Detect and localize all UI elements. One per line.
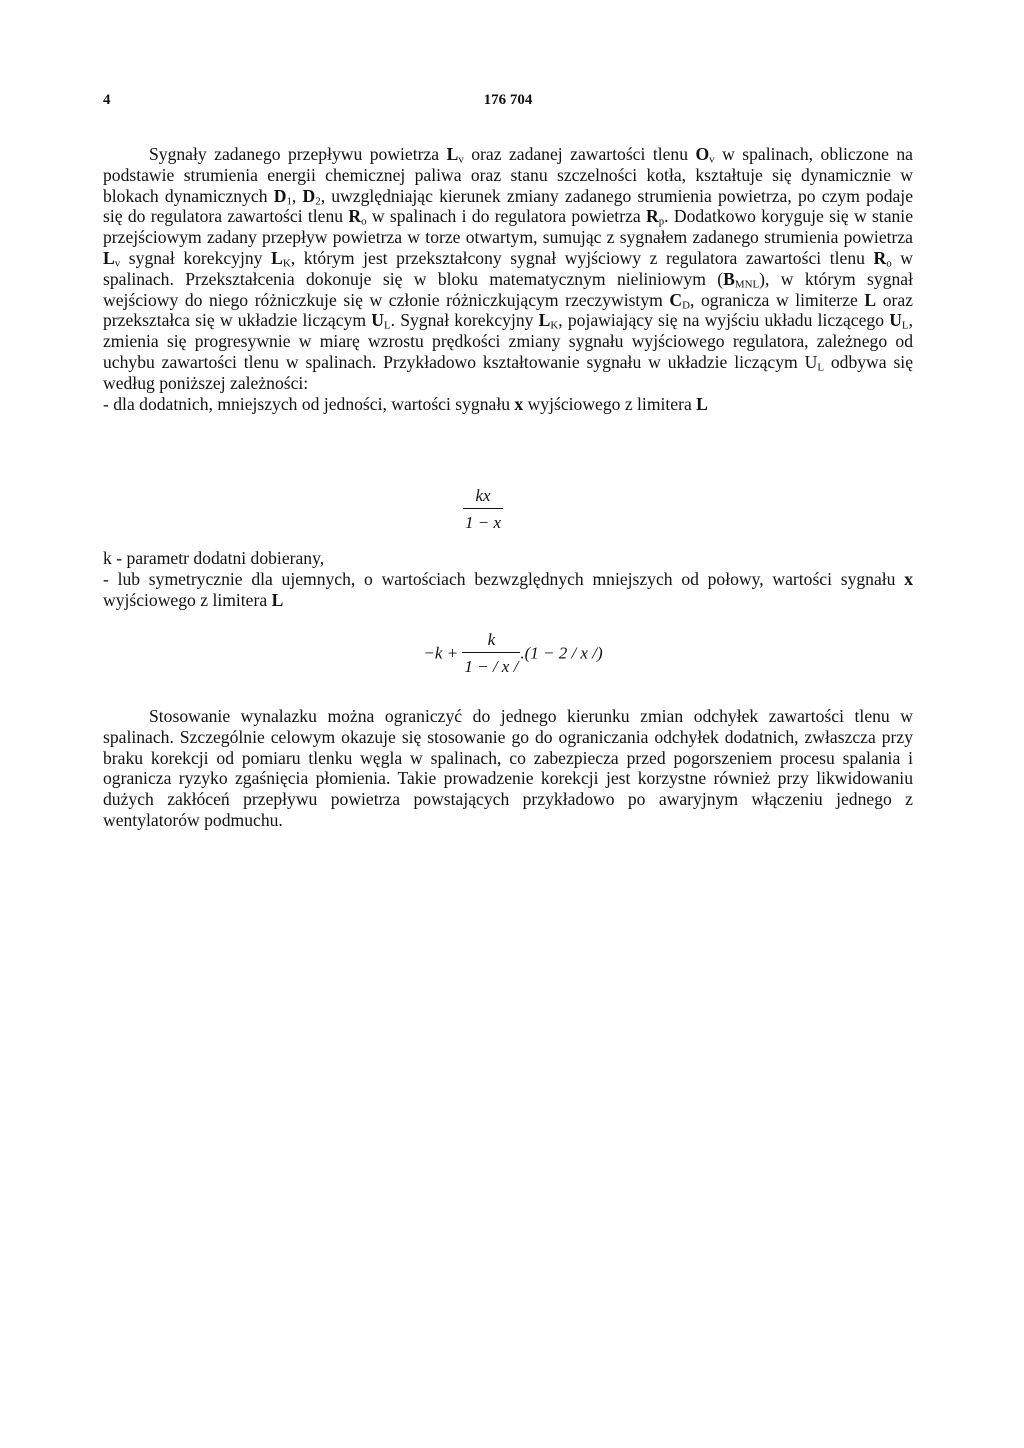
symbol-subscript: K — [282, 257, 291, 270]
paragraph-description — [103, 144, 913, 394]
symbol-subscript: D — [682, 299, 690, 312]
parameter-note: k - parametr dodatni dobierany, — [103, 548, 325, 568]
text-run: , uwzględniając kierunek zmiany zadanego strumienia powietrza, po czym podaje się do regulatora zawartości tlenu — [103, 185, 913, 227]
formula-tail: .(1 − 2 / x /) — [520, 643, 603, 663]
patent-number: 176 704 — [483, 92, 533, 108]
symbol-ul: U — [889, 310, 902, 331]
symbol-l: L — [271, 589, 284, 610]
paragraph-advantages: Stosowanie wynalazku można ograniczyć do jednego kierunku zmian odchyłek zawartości tlenu w spalinach. Szczególnie celowym okazuje się stosowanie go do ograniczania odchyłek dodatnich, zwłaszcza przy braku korekcji od pomiaru tlenku węgla w spalinach, co zabezpiecza przed pogorszeniem procesu spalania i ogranicza ryzyko zgaśnięcia płomienia. Takie prowadzenie korekcji jest korzystne również przy likwidowaniu dużych zakłóceń przepływu powietrza powstających przykładowo po awaryjnym włączeniu jednego z wentylatorów podmuchu. — [103, 706, 913, 830]
text-run: w spalinach, obliczone na podstawie strumienia energii chemicznej paliwa oraz stanu szczelności kotła, kształtuje się dynamicznie w blokach dynamicznych — [103, 144, 913, 206]
text-run: w spalinach. Przekształcenia dokonuje się w bloku matematycznym nieliniowym ( — [103, 247, 914, 289]
symbol-rp: R — [645, 206, 659, 227]
fraction-numerator: k — [487, 630, 496, 649]
text-run: wyjściowego z limitera — [103, 589, 272, 610]
symbol-l: L — [696, 393, 708, 414]
text-run: , — [291, 185, 303, 206]
symbol-subscript: v — [709, 153, 715, 166]
text-run: odbywa się według poniższej zależności: — [103, 351, 914, 393]
symbol-subscript: L — [901, 320, 909, 333]
symbol-ul: U — [804, 351, 818, 372]
symbol-subscript: K — [550, 320, 559, 333]
text-run: - dla dodatnich, mniejszych od jedności, wartości sygnału — [103, 393, 515, 414]
fraction-denominator: 1 − x — [463, 508, 503, 533]
symbol-subscript: 2 — [315, 195, 321, 208]
formula-lead: −k + — [423, 643, 463, 663]
text-run: , zmienia się progresywnie w miarę wzrostu prędkości zmiany sygnału wyjściowego regulatora, zależnego od uchybu zawartości tlenu w spalinach. Przykładowo kształtowanie sygnału w układzie liczącym — [103, 310, 913, 372]
symbol-x: x — [514, 393, 524, 414]
symbol-d2: D — [302, 185, 316, 206]
formula-positive — [443, 486, 523, 533]
symbol-subscript: o — [361, 216, 367, 229]
symbol-x: x — [904, 568, 913, 589]
text-run: wyjściowego z limitera — [523, 393, 697, 414]
symbol-subscript: o — [886, 257, 892, 270]
symbol-l: L — [864, 289, 877, 310]
text-run: - lub symetrycznie dla ujemnych, o wartościach bezwzględnych mniejszych od połowy, wartości sygnału — [103, 568, 905, 589]
symbol-ro: R — [348, 206, 362, 227]
text-run: , ogranicza w limiterze — [690, 289, 865, 310]
case-negative — [103, 569, 913, 611]
page-number: 4 — [103, 92, 111, 108]
symbol-subscript: p — [658, 216, 665, 229]
symbol-subscript: v — [458, 153, 464, 166]
text-run: ), w którym sygnał wejściowy do niego różniczkuje się w członie różniczkującym rzeczywistym — [103, 268, 913, 310]
symbol-d1: D — [273, 185, 287, 206]
text-run: . Dodatkowo koryguje się w stanie przejściowym zadany przepływ powietrza w torze otwartym, sumując z sygnałem zadanego strumienia powietrza — [103, 206, 913, 248]
symbol-subscript: v — [114, 257, 121, 270]
fraction — [462, 630, 520, 677]
symbol-lv: L — [446, 144, 459, 164]
document-body-continued — [103, 548, 913, 610]
symbol-ro: R — [873, 247, 887, 268]
fraction — [463, 486, 503, 533]
text-run: w spalinach i do regulatora powietrza — [366, 206, 646, 227]
symbol-subscript: L — [383, 320, 391, 333]
fraction-denominator: 1 − / x / — [462, 652, 520, 677]
document-body — [103, 144, 913, 414]
symbol-subscript: MNL — [734, 278, 760, 291]
symbol-cd: C — [669, 289, 683, 310]
text-run: sygnał korekcyjny — [120, 247, 272, 268]
symbol-ov: O — [695, 144, 710, 164]
text-run: , pojawiający się na wyjściu układu liczącego — [558, 310, 890, 331]
case-positive — [103, 394, 913, 415]
symbol-subscript: 1 — [286, 195, 292, 208]
document-body-final — [103, 706, 913, 831]
text-run: . Sygnał korekcyjny — [390, 310, 539, 331]
symbol-ul: U — [371, 310, 384, 331]
fraction-numerator: kx — [475, 486, 491, 505]
symbol-subscript: L — [817, 361, 824, 374]
text-run: oraz zadanej zawartości tlenu — [463, 144, 696, 164]
symbol-bmnl: B — [723, 268, 735, 289]
text-run: oraz przekształca się w układzie liczącym — [103, 289, 913, 331]
formula-negative — [353, 630, 673, 677]
symbol-lv: L — [103, 247, 115, 268]
symbol-lk: L — [538, 310, 551, 331]
symbol-lk: L — [271, 247, 283, 268]
text-run: Sygnały zadanego przepływu powietrza — [149, 144, 447, 164]
text-run: , którym jest przekształcony sygnał wyjściowy z regulatora zawartości tlenu — [290, 247, 874, 268]
page-header — [103, 92, 913, 114]
